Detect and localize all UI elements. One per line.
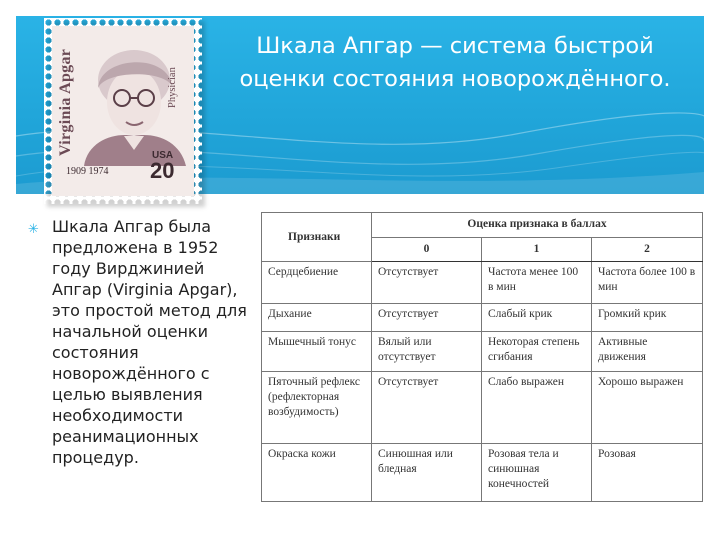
score-column-1: 1 (482, 237, 592, 262)
row-score-1: Слабо выражен (482, 372, 592, 444)
row-score-0: Синюшная или бледная (372, 444, 482, 502)
row-score-0: Отсутствует (372, 372, 482, 444)
apgar-score-table (261, 212, 703, 502)
row-feature: Пяточный рефлекс (рефлекторная возбудимость) (262, 372, 372, 444)
row-score-2: Активные движения (592, 332, 703, 372)
feature-column-header: Признаки (262, 213, 372, 262)
row-score-0: Отсутствует (372, 304, 482, 332)
row-score-1: Розовая тела и синюшная конечностей (482, 444, 592, 502)
bullet-paragraph: Шкала Апгар была предложена в 1952 году Вирджинией Апгар (Virginia Apgar), это простой метод для начальной оценки состояния новорождённого с целью выявления необходимости реанимационных процедур. (52, 217, 247, 467)
stamp-value-text: 20 (150, 158, 175, 183)
row-score-2: Хорошо выражен (592, 372, 703, 444)
row-feature: Дыхание (262, 304, 372, 332)
score-group-header: Оценка признака в баллах (372, 213, 703, 238)
row-feature: Сердцебиение (262, 262, 372, 304)
table-row (262, 262, 703, 304)
row-score-0: Отсутствует (372, 262, 482, 304)
snowflake-bullet-icon: ✳ (28, 222, 39, 237)
row-score-2: Частота более 100 в мин (592, 262, 703, 304)
stamp-years-text: 1909 1974 (66, 166, 109, 177)
row-feature: Окраска кожи (262, 444, 372, 502)
stamp-name-text: Virginia Apgar (57, 48, 74, 156)
stamp-country-text: USA (152, 150, 174, 161)
row-score-2: Громкий крик (592, 304, 703, 332)
row-feature: Мышечный тонус (262, 332, 372, 372)
row-score-2: Розовая (592, 444, 703, 502)
table-row (262, 304, 703, 332)
row-score-0: Вялый или отсутствует (372, 332, 482, 372)
score-column-2: 2 (592, 237, 703, 262)
row-score-1: Частота менее 100 в мин (482, 262, 592, 304)
table-row (262, 444, 703, 502)
table-row (262, 372, 703, 444)
stamp-role-text: Physician (167, 67, 178, 108)
slide-title: Шкала Апгар — система быстрой оценки состояния новорождённого. (239, 33, 671, 92)
row-score-1: Слабый крик (482, 304, 592, 332)
score-column-0: 0 (372, 237, 482, 262)
row-score-1: Некоторая степень сгибания (482, 332, 592, 372)
table-row (262, 332, 703, 372)
table-header-row (262, 213, 703, 238)
